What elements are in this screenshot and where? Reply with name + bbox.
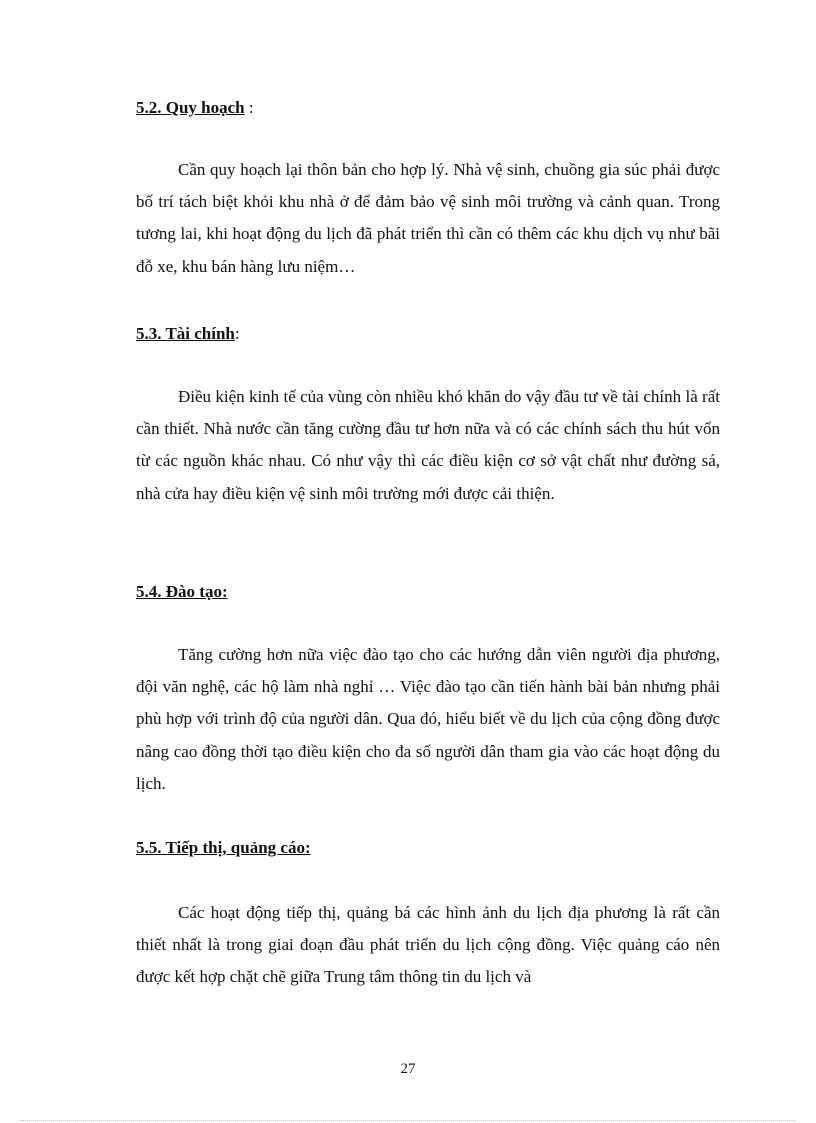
section-heading-text: 5.5. Tiếp thị, quảng cáo: bbox=[136, 838, 311, 857]
section-paragraph-finance: Điều kiện kinh tế của vùng còn nhiều khó khăn do vậy đầu tư về tài chính là rất cần thiết. Nhà nước cần tăng cường đầu tư hơn nữa và có các chính sách thu hút vốn từ các nguồn khác nhau. Có như vậy thì các điều kiện cơ sở vật chất như đường sá, nhà cửa hay điều kiện vệ sinh môi trường mới được cải thiện. bbox=[136, 387, 720, 503]
section-heading-planning bbox=[136, 95, 254, 121]
section-paragraph-training: Tăng cường hơn nữa việc đào tạo cho các hướng dẫn viên người địa phương, đội văn nghệ, các hộ làm nhà nghỉ … Việc đào tạo cần tiến hành bài bản nhưng phải phù hợp với trình độ của người dân. Qua đó, hiểu biết về du lịch của cộng đồng được nâng cao đồng thời tạo điều kiện cho đa số người dân tham gia vào các hoạt động du lịch. bbox=[136, 645, 720, 793]
section-heading-marketing bbox=[136, 835, 311, 861]
section-heading-finance bbox=[136, 321, 240, 347]
section-heading-text: 5.3. Tài chính bbox=[136, 324, 235, 343]
section-heading-training bbox=[136, 579, 228, 605]
page-number: 27 bbox=[400, 1061, 416, 1077]
page-bottom-divider bbox=[20, 1120, 796, 1121]
section-heading-text: 5.2. Quy hoạch bbox=[136, 98, 245, 117]
section-heading-suffix: : bbox=[244, 98, 254, 117]
section-heading-suffix: : bbox=[234, 324, 240, 343]
section-paragraph-marketing: Các hoạt động tiếp thị, quảng bá các hình ảnh du lịch địa phương là rất cần thiết nhất là trong giai đoạn đầu phát triển du lịch cộng đồng. Việc quảng cáo nên được kết hợp chặt chẽ giữa Trung tâm thông tin du lịch và bbox=[136, 903, 720, 987]
section-paragraph-planning: Cần quy hoạch lại thôn bản cho hợp lý. Nhà vệ sinh, chuồng gia súc phải được bố trí tách biệt khỏi khu nhà ở để đảm bảo vệ sinh môi trường và cảnh quan. Trong tương lai, khi hoạt động du lịch đã phát triển thì cần có thêm các khu dịch vụ như bãi đỗ xe, khu bán hàng lưu niệm… bbox=[136, 160, 720, 276]
section-heading-text: 5.4. Đào tạo: bbox=[136, 582, 228, 601]
